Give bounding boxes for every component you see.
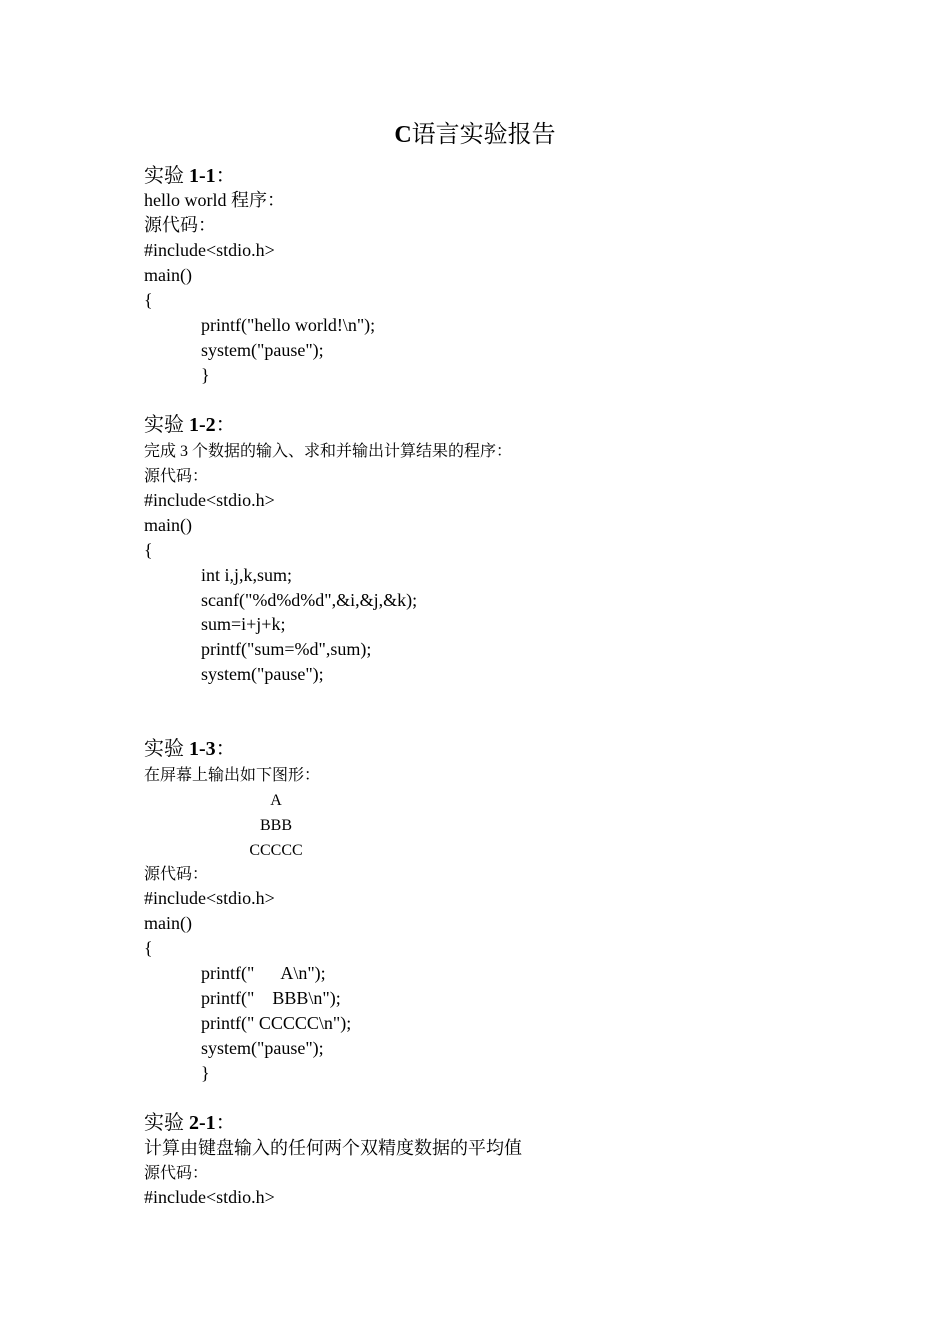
section-heading-1-2: 实验 1-2： [144,414,236,436]
code-line: } [201,365,210,385]
section-description: hello world 程序： [144,190,285,210]
code-line: system("pause"); [201,664,324,684]
source-code-label: 源代码： [144,215,216,235]
code-line: printf(" BBB\n"); [201,988,341,1008]
code-line: { [144,938,153,958]
code-line: main() [144,913,192,933]
source-code-label: 源代码： [144,1165,209,1182]
code-line: system("pause"); [201,340,324,360]
page-title: C语言实验报告 [394,122,556,148]
code-line: int i,j,k,sum; [201,565,293,585]
code-line: scanf("%d%d%d",&i,&j,&k); [201,590,418,610]
code-line: system("pause"); [201,1038,324,1058]
code-line: { [144,540,153,560]
code-line: main() [144,265,192,285]
code-line: printf("sum=%d",sum); [201,639,372,659]
code-line: } [201,1063,210,1083]
code-line: #include<stdio.h> [144,240,275,260]
section-heading-1-3: 实验 1-3： [144,738,236,760]
source-code-label: 源代码： [144,468,209,485]
code-line: main() [144,515,192,535]
code-line: #include<stdio.h> [144,490,275,510]
figure-line: A [270,792,282,809]
figure-line: CCCCC [249,842,303,859]
code-line: sum=i+j+k; [201,614,286,634]
section-heading-1-1: 实验 1-1： [144,165,236,187]
section-heading-2-1: 实验 2-1： [144,1112,236,1134]
section-description: 在屏幕上输出如下图形： [144,767,321,784]
code-line: printf(" CCCCC\n"); [201,1013,352,1033]
code-line: printf("hello world!\n"); [201,315,376,335]
section-description: 计算由键盘输入的任何两个双精度数据的平均值 [144,1138,522,1158]
code-line: printf(" A\n"); [201,963,326,983]
source-code-label: 源代码： [144,866,209,883]
section-description: 完成 3 个数据的输入、求和并输出计算结果的程序： [144,443,513,460]
figure-line: BBB [259,817,292,834]
code-line: { [144,290,153,310]
code-line: #include<stdio.h> [144,888,275,908]
code-line: #include<stdio.h> [144,1187,275,1207]
